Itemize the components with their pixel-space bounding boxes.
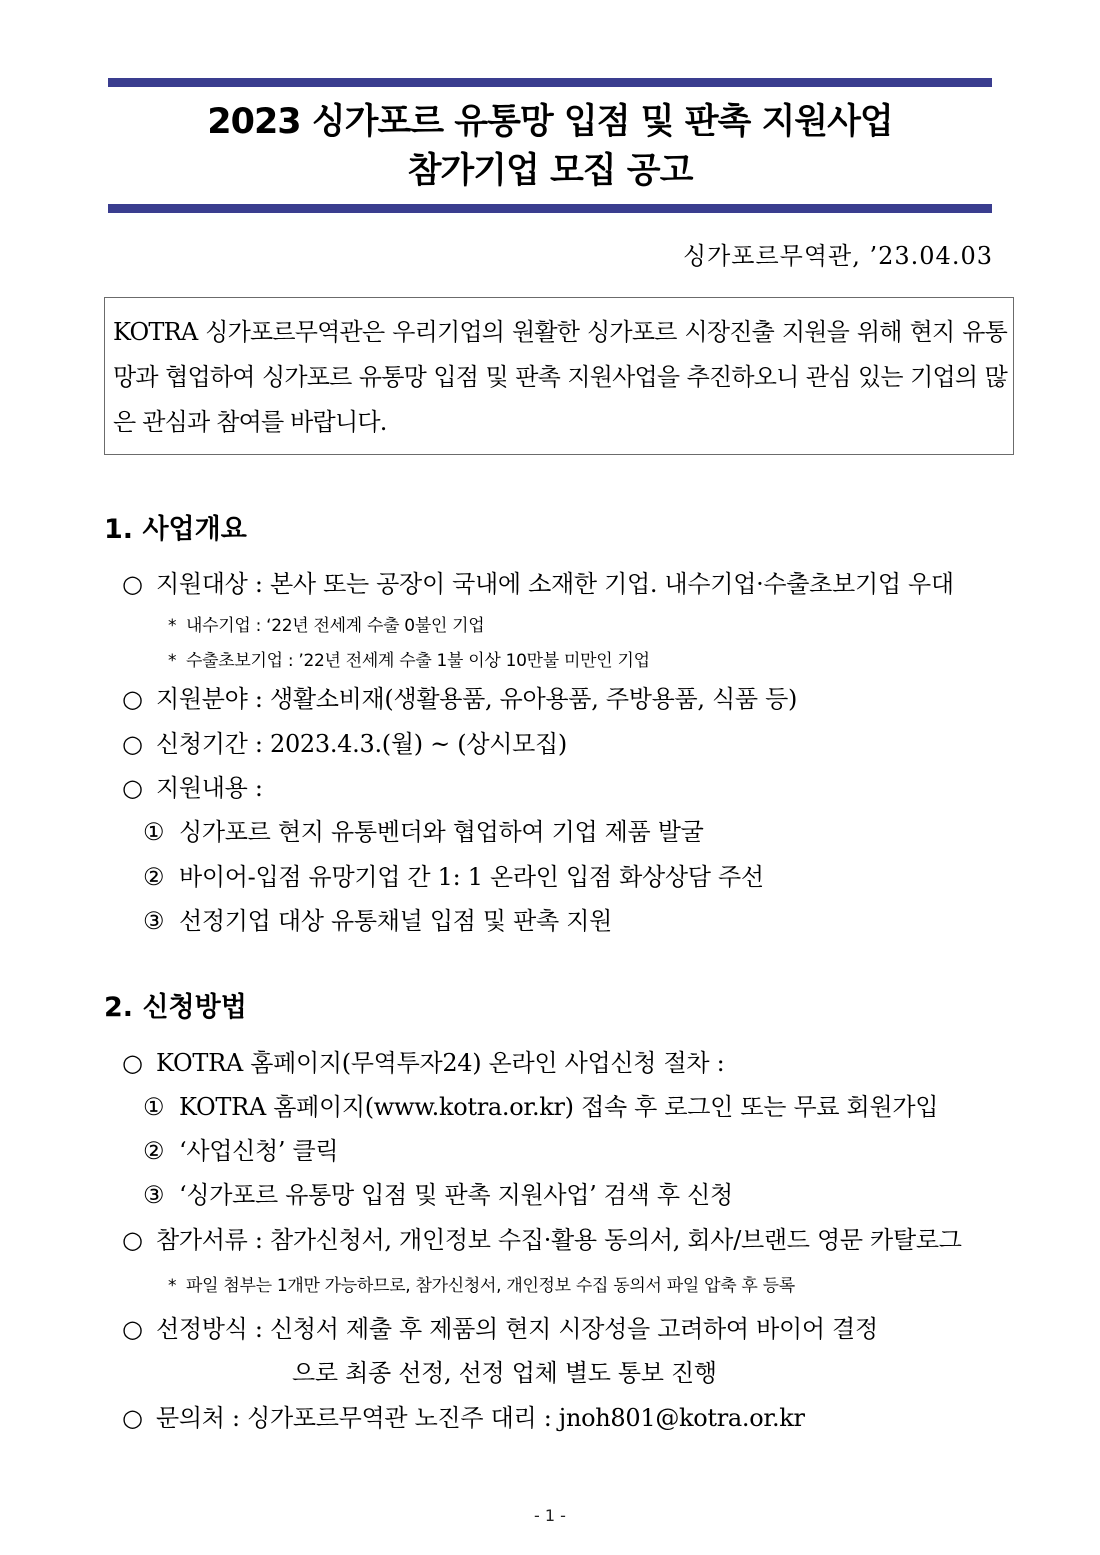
intro-box: KOTRA 싱가포르무역관은 우리기업의 원활한 싱가포르 시장진출 지원을 위해 현지 유통망과 협업하여 싱가포르 유통망 입점 및 판촉 지원사업을 추진하오니 관심 있는 기업의 많은 관심과 참여를 바랍니다. xyxy=(104,297,1014,455)
bullet: ○ xyxy=(122,570,143,598)
title-line-1: 2023 싱가포르 유통망 입점 및 판촉 지원사업 xyxy=(207,102,893,142)
top-rule xyxy=(108,78,992,87)
section-1-heading: 1. 사업개요 xyxy=(104,514,247,545)
note-mark: * xyxy=(168,1276,177,1296)
note-mark: * xyxy=(168,616,177,636)
note-beginner: * 수출초보기업 : ’22년 전세계 수출 1불 이상 10만불 미만인 기업 xyxy=(168,651,650,671)
title-line-2: 참가기업 모집 공고 xyxy=(407,151,693,191)
section-2-heading: 2. 신청방법 xyxy=(104,992,247,1023)
support-target: ○ 지원대상 : 본사 또는 공장이 국내에 소재한 기업. 내수기업·수출초보기업 우대 xyxy=(122,570,954,598)
note-mark: * xyxy=(168,651,177,671)
bullet: ○ xyxy=(122,774,143,802)
contact-info: ○ 문의처 : 싱가포르무역관 노진주 대리 : jnoh801@kotra.or.kr xyxy=(122,1404,805,1432)
support-item: ① 싱가포르 현지 유통벤더와 협업하여 기업 제품 발굴 xyxy=(143,818,704,846)
support-item: ② 바이어-입점 유망기업 간 1: 1 온라인 입점 화상상담 주선 xyxy=(143,863,764,891)
selection-method-cont: 으로 최종 선정, 선정 업체 별도 통보 진행 xyxy=(292,1359,717,1387)
procedure-step: ③ ‘싱가포르 유통망 입점 및 판촉 지원사업’ 검색 후 신청 xyxy=(143,1181,733,1209)
note-domestic: * 내수기업 : ‘22년 전세계 수출 0불인 기업 xyxy=(168,616,485,636)
bullet: ○ xyxy=(122,685,143,713)
support-field: ○ 지원분야 : 생활소비재(생활용품, 유아용품, 주방용품, 식품 등) xyxy=(122,685,798,713)
support-item: ③ 선정기업 대상 유통채널 입점 및 판촉 지원 xyxy=(143,907,613,935)
required-documents: ○ 참가서류 : 참가신청서, 개인정보 수집·활용 동의서, 회사/브랜드 영문 카탈로그 xyxy=(122,1226,962,1254)
dateline: 싱가포르무역관, ’23.04.03 xyxy=(682,242,993,270)
bullet: ○ xyxy=(122,730,143,758)
procedure-step: ① KOTRA 홈페이지(www.kotra.or.kr) 접속 후 로그인 또는 무료 회원가입 xyxy=(143,1093,939,1121)
bullet: ○ xyxy=(122,1315,143,1343)
bullet: ○ xyxy=(122,1226,143,1254)
application-procedure: ○ KOTRA 홈페이지(무역투자24) 온라인 사업신청 절차 : xyxy=(122,1049,725,1077)
support-content-label: ○ 지원내용 : xyxy=(122,774,263,802)
bullet: ○ xyxy=(122,1404,143,1432)
documents-note: * 파일 첨부는 1개만 가능하므로, 참가신청서, 개인정보 수집 동의서 파일 압축 후 등록 xyxy=(168,1276,795,1296)
bottom-rule xyxy=(108,204,992,213)
page-number: - 1 - xyxy=(534,1506,566,1525)
application-period: ○ 신청기간 : 2023.4.3.(월) ~ (상시모집) xyxy=(122,730,567,758)
bullet: ○ xyxy=(122,1049,143,1077)
selection-method: ○ 선정방식 : 신청서 제출 후 제품의 현지 시장성을 고려하여 바이어 결정 xyxy=(122,1315,878,1343)
procedure-step: ② ‘사업신청’ 클릭 xyxy=(143,1137,339,1165)
